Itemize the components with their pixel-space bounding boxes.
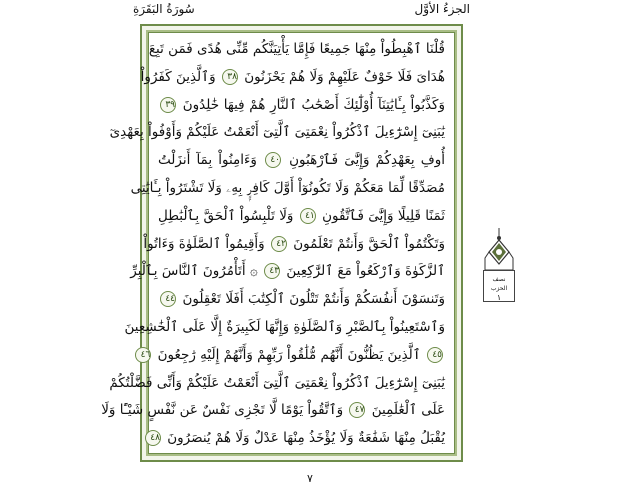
line-text: ۞ أَتَأْمُرُونَ ٱلنَّاسَ بِٱلْبِرِّ [130,263,258,280]
line-text: وَأَقِيمُواْ ٱلصَّلَوٰةَ وَءَاتُواْ [143,235,265,252]
line-text: ٱلزَّكَوٰةَ وَٱرْكَعُواْ مَعَ ٱلرَّٰكِعِينَ [286,263,445,280]
ayah-number-marker: ٤١ [300,208,316,224]
line-text: وَٱسْتَعِينُواْ بِٱلصَّبْرِ وَٱلصَّلَوٰةِ وَإِنَّهَا لَكَبِيرَةٌ إِلَّا عَلَى ٱلْخَٰشِعِينَ [124,319,445,335]
hizb-label: نصف الحزب [490,276,508,292]
line-text: وَٱلَّذِينَ كَفَرُواْ [140,68,216,85]
ayah-number-marker: ٤٣ [264,263,280,279]
line-text: وَتَكْتُمُواْ ٱلْحَقَّ وَأَنتُمْ تَعْلَمُونَ [293,235,445,252]
text-line [140,342,445,369]
text-line [143,231,445,258]
ayah-number-marker: ٤٢ [271,236,287,252]
text-line [130,258,445,285]
line-text: وَٱتَّقُواْ يَوْمًا لَّا تَجْزِى نَفْسٌ عَن نَّفْسٍ شَيْـًٔا وَلَا [101,402,344,419]
line-text: أُوفِ بِعَهْدِكُمْ وَإِيَّٰىَ فَٱرْهَبُونِ [289,152,445,169]
juz-name: الجزءُ الأوَّل [414,2,470,16]
hizb-number: ١ [496,293,502,302]
page-header [0,0,620,24]
line-text: وَلَا تَلْبِسُواْ ٱلْحَقَّ بِٱلْبَٰطِلِ [158,207,294,224]
line-text: وَكَذَّبُواْ بِـَٔايَٰتِنَآ أُوْلَٰٓئِكَ أَصْحَٰبُ ٱلنَّارِ هُمْ فِيهَا خَٰلِدُونَ [182,96,445,113]
text-line [158,286,445,313]
page-number: ٧ [307,472,313,485]
hizb-marker [481,228,517,302]
line-text: ثَمَنًا قَلِيلًا وَإِيَّٰىَ فَٱتَّقُونِ [322,207,446,224]
text-line [158,147,445,174]
text-line [140,64,445,91]
text-line [109,119,445,146]
text-line [148,36,445,63]
line-text: يُقْبَلُ مِنْهَا شَفَٰعَةٌ وَلَا يُؤْخَذُ مِنْهَا عَدْلٌ وَلَا هُمْ يُنصَرُونَ [167,430,445,447]
text-line [158,203,445,230]
ayah-number-marker: ٤٠ [265,152,281,168]
text-line [130,175,445,202]
line-text: مُصَدِّقًا لِّمَا مَعَكُمْ وَلَا تَكُونُوٓاْ أَوَّلَ كَافِرٍۭ بِهِۦ وَلَا تَشْتَرُواْ بِـَٔايَٰتِى [130,180,445,196]
surah-name: سُورَةُ البَقَرَةِ [133,2,195,16]
line-text: ٱلَّذِينَ يَظُنُّونَ أَنَّهُم مُّلَٰقُواْ رَبِّهِمْ وَأَنَّهُمْ إِلَيْهِ رَٰجِعُونَ [157,346,421,363]
ayah-number-marker: ٤٤ [160,291,176,307]
line-text: وَءَامِنُواْ بِمَآ أَنزَلْتُ [158,152,257,169]
text-line [124,314,445,341]
text-line [150,425,445,452]
text-line [109,370,445,397]
ayah-number-marker: ٤٦ [135,347,151,363]
line-text: يَٰبَنِىٓ إِسْرَٰٓءِيلَ ٱذْكُرُواْ نِعْمَتِىَ ٱلَّتِىٓ أَنْعَمْتُ عَلَيْكُمْ وَأَنِّى فَضَّلْتُكُمْ [109,374,445,391]
line-text: يَٰبَنِىٓ إِسْرَٰٓءِيلَ ٱذْكُرُواْ نِعْمَتِىَ ٱلَّتِىٓ أَنْعَمْتُ عَلَيْكُمْ وَأَوْفُواْ بِعَهْدِىٓ [109,124,445,141]
quran-text [101,36,446,454]
line-text: عَلَى ٱلْعَٰلَمِينَ [371,402,445,419]
ayah-number-marker: ٤٨ [145,430,161,446]
hizb-ornament-icon [481,228,517,272]
line-text: قُلْنَا ٱهْبِطُواْ مِنْهَا جَمِيعًا فَإِمَّا يَأْتِيَنَّكُم مِّنِّى هُدًى فَمَن تَبِعَ [148,41,445,57]
text-line [158,92,445,119]
line-text: هُدَاىَ فَلَا خَوْفٌ عَلَيْهِمْ وَلَا هُمْ يَحْزَنُونَ [244,68,445,85]
ayah-number-marker: ٤٧ [349,402,365,418]
ayah-number-marker: ٣٨ [222,69,238,85]
ayah-number-marker: ٤٥ [427,347,443,363]
ayah-number-marker: ٣٩ [160,97,176,113]
text-line [101,397,445,424]
line-text: وَتَنسَوْنَ أَنفُسَكُمْ وَأَنتُمْ تَتْلُونَ ٱلْكِتَٰبَ أَفَلَا تَعْقِلُونَ [182,291,445,308]
hizb-label-box [483,270,515,302]
